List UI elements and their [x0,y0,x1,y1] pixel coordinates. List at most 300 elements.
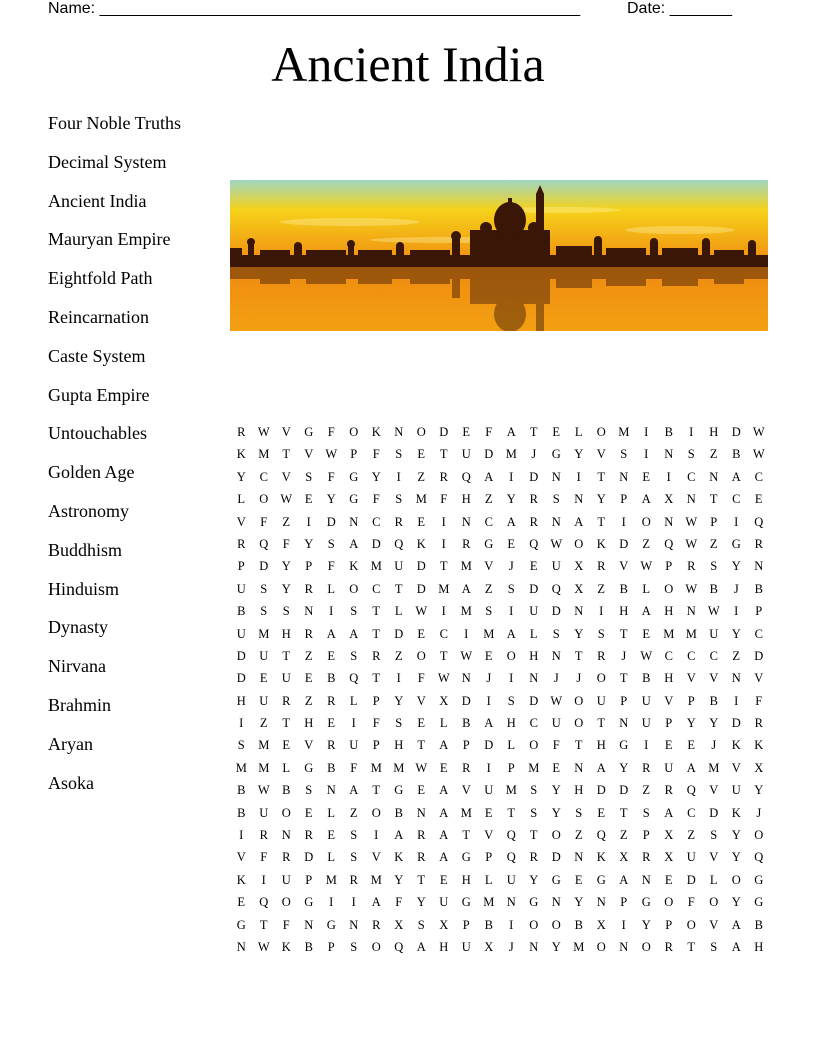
grid-letter: E [304,492,313,507]
grid-letter: W [280,492,293,507]
grid-letter: O [596,939,606,954]
grid-letter: O [664,895,674,910]
grid-letter: H [281,626,291,641]
word-list-item: Untouchables [48,423,147,444]
grid-letter: M [258,738,270,753]
grid-letter: N [596,895,606,910]
grid-letter: N [461,671,471,686]
grid-letter: S [710,939,718,954]
grid-letter: T [372,604,381,619]
grid-letter: Q [506,850,516,865]
grid-letter: F [485,425,493,439]
grid-letter: V [371,850,381,865]
grid-letter: X [754,760,764,775]
grid-letter: T [372,671,381,686]
grid-letter: Z [642,783,651,798]
grid-letter: E [552,760,561,775]
grid-letter: U [596,693,606,708]
grid-letter: K [596,536,606,551]
grid-letter: A [349,626,359,641]
grid-letter: U [709,626,719,641]
grid-letter: N [506,895,516,910]
grid-letter: S [552,626,560,641]
grid-letter: C [259,469,268,484]
grid-row [230,645,770,667]
grid-letter: K [371,425,381,439]
grid-letter: K [236,872,246,887]
grid-letter: F [417,671,425,686]
grid-letter: J [733,581,739,596]
grid-letter: I [486,760,491,775]
grid-letter: L [349,693,358,708]
grid-letter: H [461,872,471,887]
grid-letter: T [574,648,583,663]
grid-letter: Y [551,783,561,798]
grid-letter: P [327,939,335,954]
word-list-item: Four Noble Truths [48,113,182,133]
grid-letter: W [460,648,473,663]
grid-letter: P [665,716,673,731]
grid-letter: T [619,805,628,820]
grid-letter: H [664,604,674,619]
grid-letter: V [461,783,471,798]
grid-letter: Z [574,828,583,843]
grid-letter: O [641,939,651,954]
grid-letter: O [686,917,696,932]
page-title: Ancient India [271,36,545,92]
grid-letter: E [417,514,426,529]
grid-letter: A [439,850,449,865]
grid-letter: F [755,693,763,708]
grid-letter: F [327,559,335,574]
grid-letter: Y [551,805,561,820]
grid-letter: V [664,693,674,708]
grid-letter: U [686,850,696,865]
grid-letter: R [304,626,313,641]
grid-letter: E [642,626,651,641]
grid-letter: C [754,626,763,641]
grid-letter: R [304,581,313,596]
grid-letter: A [394,828,404,843]
grid-letter: E [327,828,336,843]
taj-mahal-skyline-image [230,180,768,331]
grid-letter: I [374,828,379,843]
grid-letter: S [530,805,538,820]
grid-letter: R [349,872,358,887]
grid-letter: G [461,895,471,910]
grid-letter: I [576,469,581,484]
grid-letter: E [327,648,336,663]
grid-letter: C [732,492,741,507]
grid-letter: X [574,559,584,574]
grid-letter: Q [686,783,696,798]
grid-letter: Y [686,716,696,731]
grid-letter: H [709,425,719,439]
grid-letter: Y [281,581,291,596]
grid-letter: D [461,693,471,708]
grid-letter: E [687,738,696,753]
grid-letter: C [372,581,381,596]
grid-letter: I [306,514,311,529]
grid-letter: E [417,626,426,641]
grid-row [230,936,770,958]
grid-letter: I [261,872,266,887]
grid-letter: U [461,939,471,954]
grid-letter: Z [304,693,313,708]
grid-letter: O [281,895,291,910]
grid-letter: M [460,559,472,574]
grid-letter: N [394,425,404,439]
grid-letter: P [620,693,628,708]
grid-letter: Q [754,850,764,865]
grid-letter: X [596,917,606,932]
grid-letter: N [731,671,741,686]
grid-letter: U [529,604,539,619]
grid-letter: Z [709,447,718,462]
grid-letter: B [237,783,246,798]
grid-letter: M [258,447,270,462]
grid-letter: R [372,917,381,932]
grid-letter: P [237,559,245,574]
grid-letter: X [664,492,674,507]
grid-letter: Q [259,536,269,551]
grid-letter: R [327,738,336,753]
grid-letter: W [685,514,698,529]
grid-letter: N [664,447,674,462]
grid-letter: W [685,581,698,596]
grid-letter: B [462,716,471,731]
grid-letter: E [597,805,606,820]
grid-letter: N [304,917,314,932]
grid-letter: K [754,738,764,753]
grid-letter: G [641,895,651,910]
grid-letter: I [239,716,244,731]
grid-letter: N [349,514,359,529]
grid-letter: I [689,425,694,439]
grid-letter: N [754,559,764,574]
grid-letter: P [507,760,515,775]
grid-letter: B [619,581,628,596]
grid-letter: U [394,559,404,574]
grid-letter: S [237,738,245,753]
grid-letter: D [551,604,561,619]
grid-letter: M [483,895,495,910]
grid-letter: N [416,805,426,820]
word-list-item: Decimal System [48,151,167,172]
grid-letter: A [506,425,516,439]
grid-row [230,779,770,801]
grid-letter: I [396,671,401,686]
grid-letter: N [574,850,584,865]
grid-letter: U [236,626,246,641]
grid-letter: F [687,895,695,910]
grid-letter: F [440,492,448,507]
grid-letter: D [304,850,314,865]
grid-letter: V [236,850,246,865]
word-list-item: Astronomy [48,500,129,521]
grid-letter: T [597,469,606,484]
grid-letter: G [304,895,314,910]
grid-letter: B [664,425,673,439]
grid-letter: M [483,626,495,641]
grid-letter: D [439,425,449,439]
grid-letter: S [350,828,358,843]
grid-letter: K [394,850,404,865]
grid-letter: G [326,917,336,932]
grid-letter: N [529,939,539,954]
grid-letter: P [620,492,628,507]
grid-letter: D [551,850,561,865]
word-list-item: Mauryan Empire [48,229,171,250]
grid-letter: F [350,760,358,775]
grid-letter: O [664,581,674,596]
grid-letter: N [551,895,561,910]
grid-letter: I [644,425,649,439]
grid-letter: T [529,828,538,843]
grid-letter: N [281,828,291,843]
grid-letter: F [260,850,268,865]
grid-letter: O [281,805,291,820]
grid-letter: M [370,872,382,887]
grid-letter: I [351,716,356,731]
grid-letter: A [484,469,494,484]
grid-letter: L [237,492,246,507]
grid-letter: M [528,760,540,775]
grid-letter: J [508,559,514,574]
grid-letter: T [597,514,606,529]
grid-letter: W [752,425,765,439]
grid-letter: D [484,738,494,753]
word-list-item: Brahmin [48,694,111,715]
grid-letter: N [664,514,674,529]
grid-letter: D [529,693,539,708]
grid-letter: L [282,760,291,775]
grid-letter: P [485,850,493,865]
grid-letter: A [641,492,651,507]
grid-letter: I [621,514,626,529]
grid-letter: Y [709,716,719,731]
grid-letter: C [484,514,493,529]
grid-letter: Y [529,872,539,887]
grid-letter: I [621,917,626,932]
grid-letter: L [529,626,538,641]
grid-letter: P [372,738,380,753]
grid-letter: Y [371,469,381,484]
grid-letter: N [709,469,719,484]
grid-row [230,712,770,734]
grid-row [230,690,770,712]
grid-letter: X [664,828,674,843]
grid-letter: Z [304,648,313,663]
grid-letter: K [281,939,291,954]
grid-letter: A [439,805,449,820]
grid-row [230,869,770,891]
grid-letter: N [686,492,696,507]
grid-letter: E [439,760,448,775]
grid-letter: N [686,604,696,619]
grid-letter: W [257,783,270,798]
grid-letter: S [395,492,403,507]
grid-letter: O [529,738,539,753]
grid-letter: I [464,626,469,641]
grid-row [230,846,770,868]
grid-letter: R [597,648,606,663]
grid-letter: A [574,514,584,529]
grid-letter: B [709,693,718,708]
grid-letter: N [574,604,584,619]
grid-letter: E [304,805,313,820]
grid-letter: V [709,671,719,686]
grid-letter: E [304,671,313,686]
grid-letter: T [597,716,606,731]
grid-letter: O [529,917,539,932]
grid-letter: C [664,648,673,663]
grid-letter: S [260,604,268,619]
grid-letter: P [305,872,313,887]
grid-letter: T [394,581,403,596]
grid-letter: O [259,492,269,507]
grid-letter: G [731,536,741,551]
grid-letter: T [439,447,448,462]
word-list-item: Ancient India [48,190,147,211]
grid-letter: U [259,693,269,708]
grid-letter: N [236,939,246,954]
grid-letter: W [640,559,653,574]
grid-letter: S [507,581,515,596]
grid-letter: S [305,783,313,798]
grid-letter: I [644,738,649,753]
grid-letter: O [551,917,561,932]
grid-letter: S [417,917,425,932]
grid-letter: N [326,783,336,798]
grid-letter: W [685,536,698,551]
grid-letter: M [708,760,720,775]
grid-row [230,891,770,913]
grid-letter: Y [236,469,246,484]
grid-letter: T [282,648,291,663]
grid-letter: Q [506,828,516,843]
grid-letter: E [552,425,561,439]
grid-letter: O [754,828,764,843]
grid-letter: C [529,716,538,731]
grid-letter: H [754,939,764,954]
word-list-item: Nirvana [48,656,106,677]
grid-letter: T [462,828,471,843]
grid-letter: I [509,917,514,932]
grid-letter: Z [619,828,628,843]
grid-letter: B [394,805,403,820]
grid-letter: U [641,716,651,731]
grid-letter: J [531,447,537,462]
grid-letter: V [281,469,291,484]
grid-letter: V [709,917,719,932]
grid-letter: U [349,738,359,753]
grid-letter: O [574,693,584,708]
grid-letter: P [350,447,358,462]
grid-letter: F [282,917,290,932]
grid-letter: M [325,872,337,887]
grid-letter: J [576,671,582,686]
grid-letter: G [529,895,539,910]
grid-letter: Q [551,581,561,596]
grid-letter: J [711,738,717,753]
grid-letter: D [619,536,629,551]
grid-letter: G [484,536,494,551]
grid-letter: D [484,447,494,462]
grid-letter: Y [731,559,741,574]
grid-letter: H [236,693,246,708]
grid-letter: A [461,581,471,596]
grid-letter: W [707,604,720,619]
grid-letter: K [596,850,606,865]
grid-letter: E [417,447,426,462]
grid-letter: V [484,559,494,574]
grid-letter: U [641,693,651,708]
grid-letter: J [486,671,492,686]
grid-letter: X [664,850,674,865]
grid-letter: Z [349,805,358,820]
grid-letter: N [529,671,539,686]
grid-letter: D [326,514,336,529]
grid-letter: Q [349,671,359,686]
grid-letter: M [370,760,382,775]
grid-letter: P [620,895,628,910]
grid-letter: H [506,716,516,731]
grid-letter: Y [281,559,291,574]
grid-letter: R [417,850,426,865]
grid-letter: A [731,469,741,484]
grid-letter: Y [731,850,741,865]
grid-letter: N [551,469,561,484]
grid-letter: E [237,895,246,910]
grid-letter: T [417,738,426,753]
grid-letter: A [371,895,381,910]
grid-letter: K [731,738,741,753]
word-search-grid [230,421,770,958]
grid-letter: L [574,425,583,439]
grid-letter: A [596,760,606,775]
grid-letter: G [394,783,404,798]
grid-letter: Z [282,514,291,529]
grid-letter: R [394,514,403,529]
grid-letter: C [687,805,696,820]
grid-letter: J [508,939,514,954]
grid-letter: C [754,469,763,484]
grid-letter: C [687,648,696,663]
grid-letter: M [505,783,517,798]
grid-letter: X [439,917,449,932]
grid-row [230,757,770,779]
grid-letter: R [529,492,538,507]
grid-letter: R [642,850,651,865]
grid-letter: K [731,805,741,820]
grid-row [230,914,770,936]
grid-letter: B [754,917,763,932]
grid-letter: A [731,917,741,932]
grid-letter: M [258,760,270,775]
grid-letter: O [416,648,426,663]
word-list-item: Caste System [48,345,146,366]
grid-letter: U [551,716,561,731]
grid-letter: S [507,693,515,708]
grid-letter: X [439,693,449,708]
grid-letter: S [687,447,695,462]
grid-letter: D [236,671,246,686]
grid-letter: Z [417,469,426,484]
grid-letter: X [574,581,584,596]
grid-letter: A [439,738,449,753]
grid-letter: K [236,447,246,462]
